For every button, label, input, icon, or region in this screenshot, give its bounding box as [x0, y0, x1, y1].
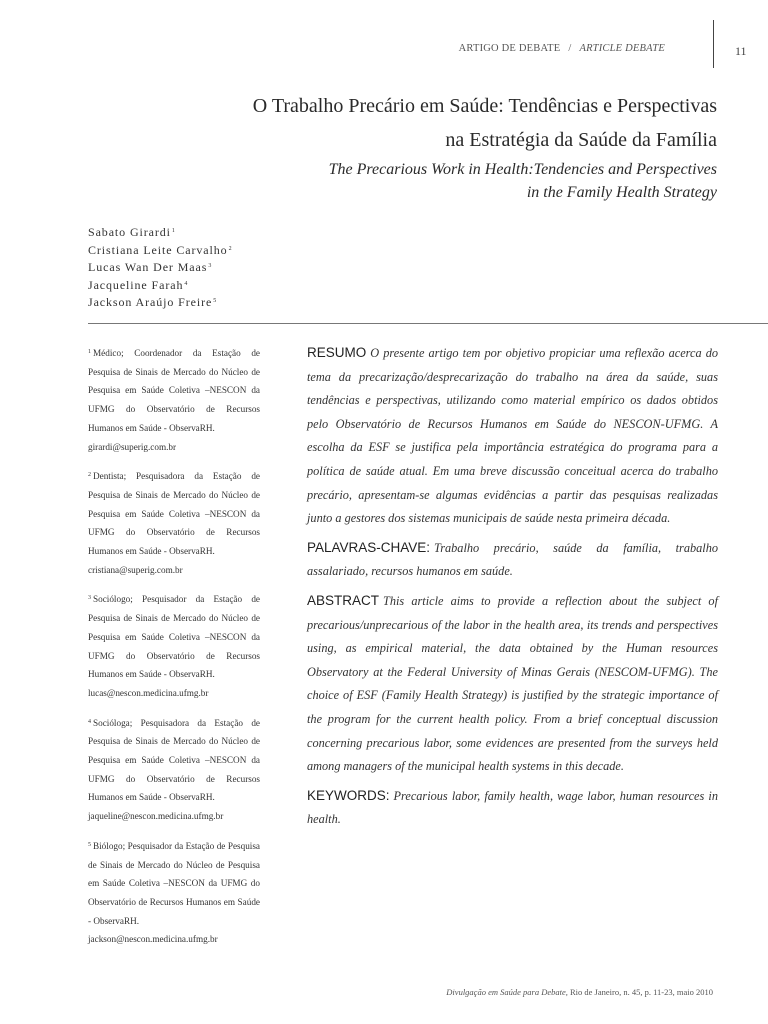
affiliation-email[interactable]: jaqueline@nescon.medicina.ufmg.br: [88, 811, 224, 822]
author: [88, 223, 232, 241]
abstract-column: [307, 341, 718, 837]
affiliation-mark: 3: [88, 595, 91, 602]
author-mark: 2: [228, 245, 232, 252]
header-divider: [713, 20, 714, 68]
title-en-line-2: in the Family Health Strategy: [526, 184, 717, 201]
affiliation-text: Socióloga; Pesquisadora da Estação de Pesquisa de Sinais de Mercado do Núcleo de Pesquisa em Saúde Coletiva –NESCON da UFMG do Observatório de Recursos Humanos em Saúde - ObservaRH.: [88, 717, 260, 803]
author-mark: 3: [208, 263, 212, 269]
journal-name: Divulgação em Saúde para Debate,: [446, 987, 568, 997]
resumo-text: O presente artigo tem por objetivo propiciar uma reflexão acerca do tema da precarização/desprecarização do trabalho na área da saúde, suas tendências e perspectivas, utilizando como material empírico os dados obtidos pelo Observatório de Recursos Humanos em Saúde do NESCON-UFMG. A escolha da ESF se justifica pela importância estratégica do programa para a política de saúde atual. Em uma breve discussão conceitual acerca do trabalho precário, apresentam-se algumas evidências a partir das pesquisas realizadas junto a gestores dos sistemas municipais de saúde nesta primeira década.: [307, 346, 718, 526]
affiliation: [88, 589, 260, 702]
affiliation-email[interactable]: girardi@superig.com.br: [88, 441, 177, 452]
section-separator: /: [568, 43, 572, 54]
affiliation: [88, 713, 260, 826]
author-name: Jackson Araújo Freire: [88, 295, 213, 309]
author: [88, 258, 232, 276]
affiliation-mark: 4: [88, 718, 91, 725]
affiliation-email[interactable]: lucas@nescon.medicina.ufmg.br: [88, 687, 209, 698]
resumo-paragraph: [307, 341, 718, 531]
keywords-label: KEYWORDS:: [307, 787, 390, 803]
section-divider: [88, 323, 768, 324]
keywords-text: Precarious labor, family health, wage labor, human resources in health.: [307, 788, 718, 827]
author-name: Cristiana Leite Carvalho: [88, 242, 228, 257]
affiliation: [88, 343, 260, 456]
citation-details: Rio de Janeiro, n. 45, p. 11-23, maio 2010: [570, 987, 713, 997]
author: [88, 276, 232, 294]
author-list: [88, 223, 232, 311]
author-mark: 5: [213, 298, 217, 304]
affiliation-text: Sociólogo; Pesquisador da Estação de Pesquisa de Sinais de Mercado do Núcleo de Pesquisa em Saúde Coletiva –NESCON da UFMG do Observatório de Recursos Humanos em Saúde - ObservaRH.: [88, 594, 260, 680]
affiliation-text: Biólogo; Pesquisador da Estação de Pesquisa de Sinais de Mercado do Núcleo de Pesquisa em Saúde Coletiva –NESCON da UFMG do Observatório de Recursos Humanos em Saúde - ObservaRH.: [88, 840, 260, 926]
affiliation-mark: 2: [88, 472, 91, 479]
abstract-label: ABSTRACT: [307, 592, 380, 608]
abstract-text: This article aims to provide a reflection about the subject of precarious/unprecarious of the labor in the health area, its trends and perspectives using, as empirical material, the data obtained by the Human resources Observatory at the Federal University of Minas Gerais (NESCOM-UFMG). The choice of ESF (Family Health Strategy) is justified by the strategic importance of the program for the current health policy. From a brief conceptual discussion concerning precarious labor, some evidences are presented from the surveys held among managers of the municipal health systems in this decade.: [307, 593, 718, 774]
author-name: Jacqueline Farah: [88, 277, 184, 292]
palavras-chave-label: PALAVRAS-CHAVE:: [307, 539, 431, 555]
title-en-line-1: The Precarious Work in Health:Tendencies and Perspectives: [328, 161, 717, 178]
title-portuguese: [117, 89, 717, 157]
affiliation-list: [88, 343, 260, 959]
affiliation-mark: 5: [88, 841, 91, 848]
title-pt-line-2: na Estratégia da Saúde da Família: [445, 129, 717, 151]
section-label-en: ARTICLE DEBATE: [579, 43, 665, 54]
affiliation-mark: 1: [88, 349, 91, 355]
affiliation: [88, 466, 260, 579]
resumo-label: RESUMO: [307, 345, 367, 360]
author: [88, 241, 232, 259]
affiliation-text: Médico; Coordenador da Estação de Pesquisa de Sinais de Mercado do Núcleo de Pesquisa em Saúde Coletiva –NESCON da UFMG do Observatório de Recursos Humanos em Saúde - ObservaRH.: [88, 348, 260, 433]
title-pt-line-1: O Trabalho Precário em Saúde: Tendências e Perspectivas: [252, 95, 717, 117]
author-name: Sabato Girardi: [88, 225, 171, 239]
author-mark: 4: [184, 280, 188, 287]
page-footer: [446, 987, 713, 997]
abstract-paragraph: [307, 589, 718, 779]
affiliation-text: Dentista; Pesquisadora da Estação de Pesquisa de Sinais de Mercado do Núcleo de Pesquisa em Saúde Coletiva –NESCON da UFMG do Observatório de Recursos Humanos em Saúde - ObservaRH.: [88, 471, 260, 557]
palavras-chave-text: Trabalho precário, saúde da família, trabalho assalariado, recursos humanos em saúde.: [307, 540, 718, 579]
title-english: [117, 158, 717, 204]
section-label-pt: ARTIGO DE DEBATE: [458, 43, 561, 54]
affiliation-email[interactable]: jackson@nescon.medicina.ufmg.br: [88, 934, 218, 945]
page-number: 11: [735, 44, 747, 58]
affiliation-email[interactable]: cristiana@superig.com.br: [88, 564, 183, 575]
running-header: [459, 43, 665, 54]
author-mark: 1: [171, 228, 175, 234]
keywords-paragraph: [307, 784, 718, 832]
palavras-chave-paragraph: [307, 536, 718, 584]
author: [88, 293, 232, 311]
author-name: Lucas Wan Der Maas: [88, 260, 208, 274]
affiliation: [88, 836, 260, 949]
